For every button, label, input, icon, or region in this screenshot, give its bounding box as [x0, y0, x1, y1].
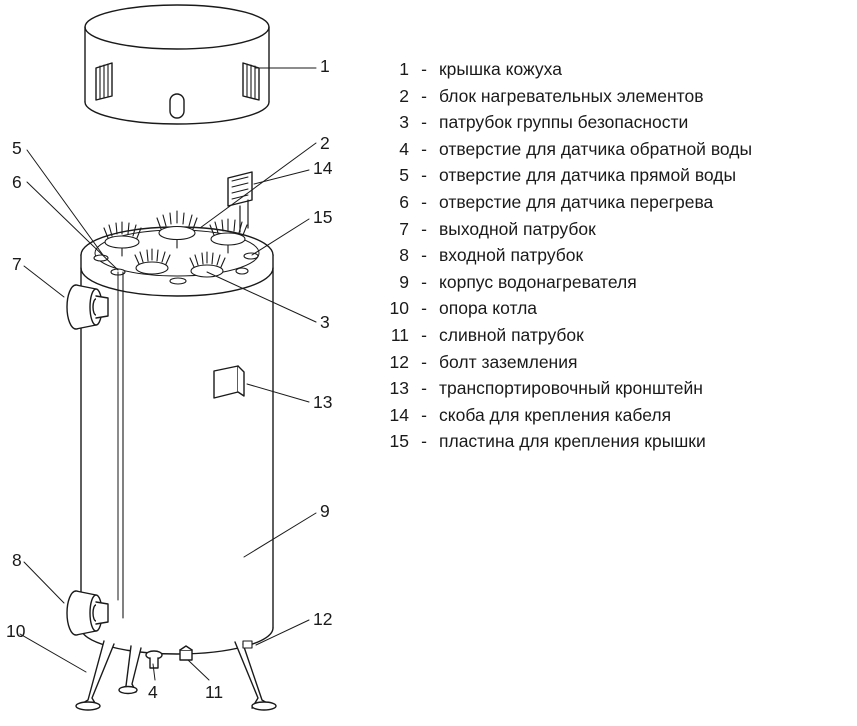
legend-item-number: 8: [399, 245, 409, 266]
legend-item-dash: -: [421, 218, 427, 239]
legend-item: [375, 56, 845, 83]
legend-item-number: 15: [389, 431, 409, 452]
callout-1: 1: [320, 56, 330, 76]
legend-item-dash: -: [421, 298, 427, 319]
callout-9: 9: [320, 501, 330, 521]
legend-item: [375, 242, 845, 269]
legend-item: [375, 216, 845, 243]
legend-item-number: 14: [389, 404, 409, 425]
legend-item-dash: -: [421, 378, 427, 399]
callout-13: 13: [313, 392, 333, 412]
cover-cap: [85, 5, 269, 124]
callout-12: 12: [313, 609, 333, 629]
legend-item-label: скоба для крепления кабеля: [439, 404, 672, 425]
callout-3: 3: [320, 312, 330, 332]
legend-item-dash: -: [421, 165, 427, 186]
legend-item-dash: -: [421, 351, 427, 372]
legend-item: [375, 189, 845, 216]
legend-item-dash: -: [421, 431, 427, 452]
legend-item-number: 4: [399, 138, 409, 159]
legend-item: [375, 136, 845, 163]
legend-item-label: крышка кожуха: [439, 59, 562, 79]
callout-6: 6: [12, 172, 22, 192]
legend-item: [375, 269, 845, 296]
legend-item-label: входной патрубок: [439, 245, 584, 266]
callout-7: 7: [12, 254, 22, 274]
legend-item-number: 3: [399, 112, 409, 133]
callout-2: 2: [320, 133, 330, 153]
outlet-flange: [67, 285, 108, 329]
legend-item-label: отверстие для датчика обратной воды: [439, 138, 753, 159]
legend-item-label: пластина для крепления крышки: [439, 431, 706, 452]
legend-item-dash: -: [421, 112, 427, 133]
legend-item-dash: -: [421, 245, 427, 266]
legend-item: [375, 349, 845, 376]
legend-item-label: отверстие для датчика прямой воды: [439, 165, 737, 186]
legend-item-label: выходной патрубок: [439, 218, 596, 239]
legend-item: [375, 402, 845, 429]
cable-bracket: [228, 172, 252, 232]
legend-item-number: 13: [389, 378, 409, 399]
legend-item-dash: -: [421, 404, 427, 425]
legend-list: [375, 56, 845, 455]
legend-item-dash: -: [421, 191, 427, 212]
legend-item: [375, 162, 845, 189]
legend-item-number: 12: [389, 351, 409, 372]
legend-item-label: отверстие для датчика перегрева: [439, 191, 714, 212]
callout-10: 10: [6, 621, 26, 641]
legend-item-dash: -: [421, 324, 427, 345]
legend-item-number: 2: [399, 85, 409, 106]
legend-item-number: 10: [389, 298, 409, 319]
heating-element-block: [81, 211, 273, 296]
callout-15: 15: [313, 207, 333, 227]
legend-item-dash: -: [421, 138, 427, 159]
legend-item-label: блок нагревательных элементов: [439, 85, 704, 106]
legend-item-dash: -: [421, 271, 427, 292]
callout-14: 14: [313, 158, 333, 178]
callout-5: 5: [12, 138, 22, 158]
legend-item-dash: -: [421, 85, 427, 106]
ground-bolt: [243, 641, 252, 648]
callout-8: 8: [12, 550, 22, 570]
legend-item: [375, 83, 845, 110]
legend-item-number: 5: [399, 165, 409, 186]
legend-item-number: 11: [390, 324, 409, 345]
legend-item-number: 6: [399, 191, 409, 212]
legend-item-number: 7: [399, 218, 409, 239]
transport-bracket: [214, 366, 244, 398]
legend-item-label: транспортировочный кронштейн: [439, 378, 703, 399]
legend-item-label: патрубок группы безопасности: [439, 112, 689, 133]
legend-item-label: корпус водонагревателя: [439, 271, 637, 292]
legend-item-number: 9: [399, 271, 409, 292]
leader-lines: [20, 68, 316, 680]
legend-item: [375, 322, 845, 349]
legend-item: [375, 375, 845, 402]
legend-item-label: болт заземления: [439, 351, 578, 372]
legend-item-number: 1: [399, 59, 409, 79]
tank-body: [81, 268, 273, 654]
legend-item-dash: -: [421, 59, 427, 79]
callout-4: 4: [148, 682, 158, 702]
legend-item: [375, 109, 845, 136]
legend-item: [375, 428, 845, 455]
legend-item-label: опора котла: [439, 298, 538, 319]
callout-11: 11: [205, 682, 224, 702]
legend-item: [375, 295, 845, 322]
legend-item-label: сливной патрубок: [439, 324, 584, 345]
